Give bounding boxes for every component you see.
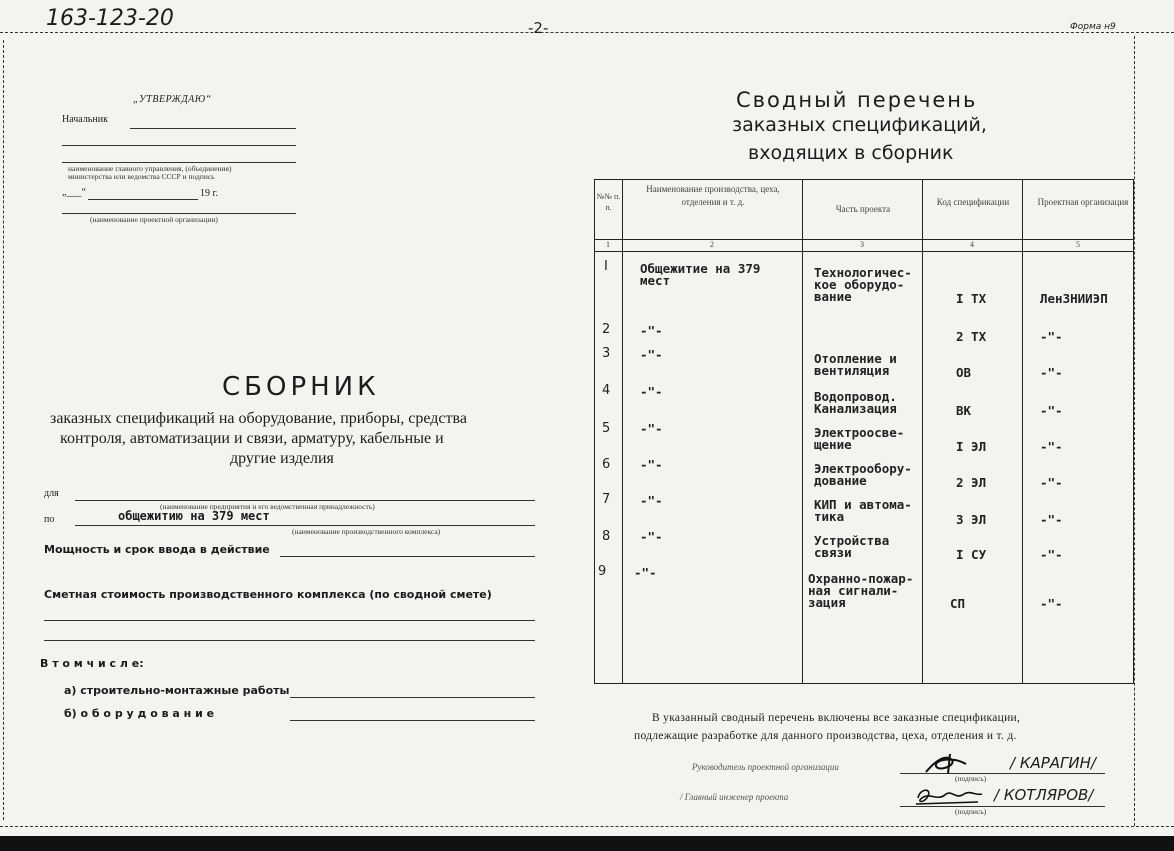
row-4-code: ВК xyxy=(956,403,972,418)
row-7-part: КИП и автома- тика xyxy=(814,497,912,524)
row-4-org: -"- xyxy=(1040,403,1063,418)
header-name: Наименование производства, цеха, отделения и т. д. xyxy=(646,184,780,207)
by-value: общежитию на 379 мест xyxy=(118,509,270,523)
signature-head xyxy=(922,750,972,776)
summary-title-2: заказных спецификаций, xyxy=(732,114,987,136)
header-part: Часть проекта xyxy=(835,204,891,214)
approval-year: 19 г. xyxy=(200,188,218,199)
summary-title-1: Сводный перечень xyxy=(736,88,978,112)
approval-caption-2: министерства или ведомства СССР и подпись xyxy=(68,172,215,181)
col-number-3: 3 xyxy=(860,240,864,249)
row-6-org: -"- xyxy=(1040,475,1063,490)
row-8-part: Устройства связи xyxy=(814,533,890,560)
row-1-number: I xyxy=(604,259,608,274)
row-2-number: 2 xyxy=(602,322,611,337)
col-number-1: 1 xyxy=(606,240,610,249)
row-1-part: Технологичес- кое оборудо- вание xyxy=(814,265,912,304)
row-3-code: ОВ xyxy=(956,365,972,380)
by-caption: (наименование производственного комплекса) xyxy=(292,527,441,536)
col-number-2: 2 xyxy=(710,240,714,249)
row-4-name: -"- xyxy=(640,384,663,399)
by-label: по xyxy=(44,514,55,525)
header-org: Проектная организация xyxy=(1037,197,1129,207)
cost-label: Сметная стоимость производственного комплекса (по сводной смете) xyxy=(44,588,492,601)
footer-note-2: подлежащие разработке для данного производства, цеха, отделения и т. д. xyxy=(634,730,1017,742)
row-5-org: -"- xyxy=(1040,439,1063,454)
footer-note-1: В указанный сводный перечень включены все заказные спецификации, xyxy=(652,712,1021,724)
page-number: -2- xyxy=(528,19,549,37)
including-b: б) о б о р у д о в а н и е xyxy=(64,707,215,720)
row-2-code: 2 ТХ xyxy=(956,329,987,344)
approval-year-prefix: „___“ xyxy=(62,187,86,198)
row-7-number: 7 xyxy=(602,492,611,507)
row-2-name: -"- xyxy=(640,323,663,338)
row-3-part: Отопление и вентиляция xyxy=(814,351,897,378)
including-a: а) строительно-монтажные работы xyxy=(64,684,290,697)
header-code: Код спецификации xyxy=(936,197,1010,207)
head-label: Руководитель проектной организации xyxy=(692,762,839,772)
summary-title-3: входящих в сборник xyxy=(748,142,954,164)
row-8-name: -"- xyxy=(640,529,663,544)
row-7-code: 3 ЭЛ xyxy=(956,512,987,527)
row-3-org: -"- xyxy=(1040,365,1063,380)
row-6-number: 6 xyxy=(602,457,611,472)
spec-table xyxy=(594,179,1134,684)
row-5-part: Электроосве- щение xyxy=(814,425,905,452)
approval-title: „УТВЕРЖДАЮ“ xyxy=(133,94,212,105)
sign-caption-2: (подпись) xyxy=(955,807,987,816)
row-9-number: 9 xyxy=(598,564,607,579)
sign-caption-1: (подпись) xyxy=(955,774,987,783)
approval-chief-label: Начальник xyxy=(62,114,108,125)
row-6-name: -"- xyxy=(640,457,663,472)
doc-number: 163-123-20 xyxy=(46,6,174,31)
row-5-name: -"- xyxy=(640,421,663,436)
collection-subtitle-1: заказных спецификаций на оборудование, приборы, средства xyxy=(50,410,467,427)
chief-engineer-name: / КОТЛЯРОВ/ xyxy=(994,786,1094,804)
row-8-code: I СУ xyxy=(956,547,987,562)
row-5-code: I ЭЛ xyxy=(956,439,987,454)
row-9-part: Охранно-пожар- ная сигнали- зация xyxy=(808,571,914,610)
collection-subtitle-3: другие изделия xyxy=(230,450,334,467)
chief-engineer-label: / Главный инженер проекта xyxy=(680,792,789,802)
including-label: В т о м ч и с л е: xyxy=(40,657,144,670)
approval-caption-1: наименование главного управления, (объединения) xyxy=(68,164,232,173)
collection-subtitle-2: контроля, автоматизации и связи, арматуру, кабельные и xyxy=(60,430,444,447)
row-6-code: 2 ЭЛ xyxy=(956,475,987,490)
row-1-org: ЛенЗНИИЭП xyxy=(1040,291,1108,306)
header-number: №№ п. п. xyxy=(596,192,621,212)
col-number-5: 5 xyxy=(1076,240,1080,249)
for-caption: (наименование предприятия и его ведомственная принадлежность) xyxy=(160,502,375,511)
capacity-label: Мощность и срок ввода в действие xyxy=(44,543,270,556)
row-3-name: -"- xyxy=(640,347,663,362)
row-3-number: 3 xyxy=(602,346,611,361)
row-1-name: Общежитие на 379 мест xyxy=(640,261,761,288)
row-9-name: -"- xyxy=(634,565,657,580)
for-label: для xyxy=(44,488,59,499)
row-8-number: 8 xyxy=(602,529,611,544)
row-6-part: Электрообору- дование xyxy=(814,461,912,488)
collection-title: СБОРНИК xyxy=(222,372,380,402)
row-9-org: -"- xyxy=(1040,596,1063,611)
col-number-4: 4 xyxy=(970,240,974,249)
form-label: Форма н9 xyxy=(1070,22,1116,32)
row-7-org: -"- xyxy=(1040,512,1063,527)
head-name: / КАРАГИН/ xyxy=(1010,754,1096,772)
row-7-name: -"- xyxy=(640,493,663,508)
row-4-part: Водопровод. Канализация xyxy=(814,389,897,416)
row-4-number: 4 xyxy=(602,383,611,398)
row-2-org: -"- xyxy=(1040,329,1063,344)
signature-chief-engineer xyxy=(912,784,984,808)
row-5-number: 5 xyxy=(602,421,611,436)
row-1-code: I ТХ xyxy=(956,291,987,306)
approval-caption-org: (наименование проектной организации) xyxy=(90,215,218,224)
row-8-org: -"- xyxy=(1040,547,1063,562)
row-9-code: СП xyxy=(950,596,966,611)
